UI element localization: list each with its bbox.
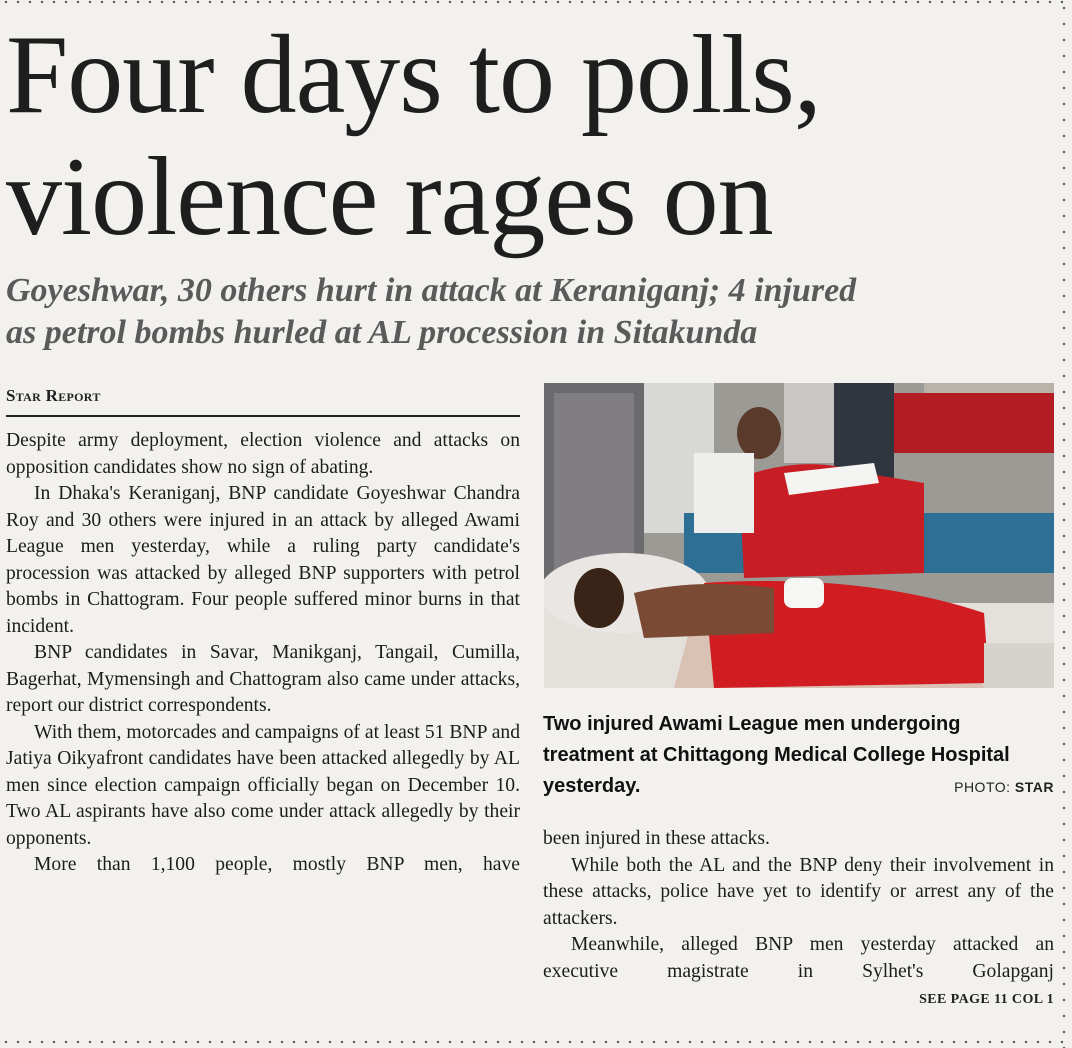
continuation-note: SEE PAGE 11 COL 1 [919,992,1054,1007]
article-paragraph: been injured in these attacks. [543,828,770,849]
news-photo [544,383,1054,688]
article-paragraph: BNP candidates in Savar, Manikganj, Tangail, Cumilla, Bagerhat, Mymensingh and Chattogram also came under attacks, report our district correspondents. [6,642,520,716]
right-dotted-border [1062,0,1066,1048]
headline-line-2: violence rages on [6,135,773,259]
article-column-right [543,826,1054,985]
bottom-dotted-border [0,1040,1072,1044]
headline-line-1: Four days to polls, [6,13,821,137]
article-column-left [6,428,520,879]
subheadline-line-2: as petrol bombs hurled at AL procession in Sitakunda [6,314,758,351]
article-paragraph: Meanwhile, alleged BNP men yesterday attacked an executive magistrate in Sylhet's Golapganj [543,934,1054,982]
byline: Star Report [6,386,101,405]
article-paragraph: In Dhaka's Keraniganj, BNP candidate Goyeshwar Chandra Roy and 30 others were injured in an attack by alleged Awami League men yesterday, while a ruling party candidate's procession was attacked by alleged BNP supporters with petrol bombs in Chattogram. Four people suffered minor burns in that incident. [6,483,520,637]
photo-credit-prefix: PHOTO: [954,779,1011,795]
photo-caption: Two injured Awami League men undergoing treatment at Chittagong Medical College Hospital yesterday. [543,713,1010,797]
subheadline [6,270,1051,354]
article-paragraph: Despite army deployment, election violence and attacks on opposition candidates show no sign of abating. [6,430,520,478]
photo-credit [870,779,1054,795]
article-paragraph: More than 1,100 people, mostly BNP men, have [34,854,520,875]
article-paragraph: With them, motorcades and campaigns of at least 51 BNP and Jatiya Oikyafront candidates have been attacked allegedly by AL men since election campaign officially began on December 10. Two AL aspirants have also come under attack allegedly by their opponents. [6,721,520,849]
subheadline-line-1: Goyeshwar, 30 others hurt in attack at Keraniganj; 4 injured [6,272,857,309]
photo-credit-source: STAR [1014,779,1054,795]
article-paragraph: While both the AL and the BNP deny their involvement in these attacks, police have yet to identify or arrest any of the attackers. [543,854,1054,929]
headline [6,14,1046,258]
top-dotted-border [0,0,1072,4]
byline-rule [6,415,520,417]
